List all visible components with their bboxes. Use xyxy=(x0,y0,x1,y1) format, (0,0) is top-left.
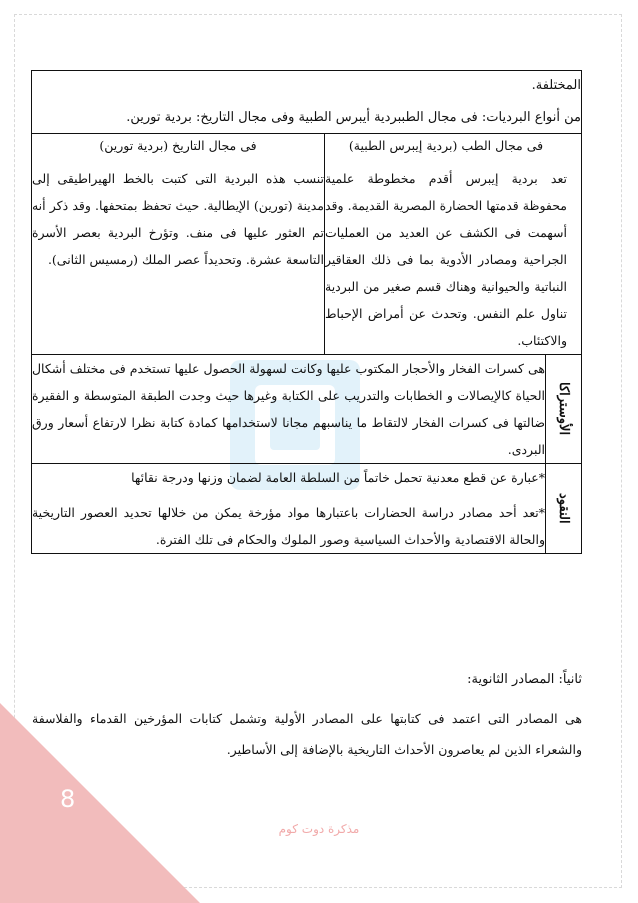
papyrus-medicine-heading: فى مجال الطب (بردية إيبرس الطبية) xyxy=(348,138,544,153)
papyrus-medicine-cell xyxy=(325,134,582,355)
footer-brand: مذكرة دوت كوم xyxy=(278,822,360,836)
intro-row xyxy=(31,71,581,134)
ostraca-label-cell xyxy=(546,355,582,464)
secondary-sources-body: هى المصادر التى اعتمد فى كتابتها على المصادر الأولية وتشمل كتابات المؤرخين القدماء والفلاسفة والشعراء الذين لم يعاصرون الأحداث التاريخية بالإضافة إلى الأساطير. xyxy=(32,711,582,757)
ostraca-text: هى كسرات الفخار والأحجار المكتوب عليها وكانت لسهولة الحصول عليها تستخدم فى مختلف أشكال الحياة كالإيصالات و الخطابات والتدريب على الكتابة وغيرها حيث وجدت الطبقة المتوسطة و الفقيرة ضالتها فى كسرات الفخار لالتقاط ما يناسبهم مجانا لاستخدامها كمادة كتابة نظرا لارتفاع أسعار ورق البردى. xyxy=(31,361,545,457)
secondary-sources-title: ثانياً: المصادر الثانوية: xyxy=(467,672,582,687)
coins-row xyxy=(31,464,581,554)
coins-label-cell xyxy=(546,464,582,554)
page-number: 8 xyxy=(60,785,76,813)
intro-line-1: المختلفة. xyxy=(531,78,581,93)
intro-cell xyxy=(31,71,581,134)
coins-line-1: *عبارة عن قطع معدنية تحمل خاتماً من السلطة العامة لضمان وزنها ودرجة نقائها xyxy=(131,470,545,485)
corner-decoration xyxy=(0,703,200,903)
papyrus-history-text: تنسب هذه البردية التى كتبت بالخط الهيراطيقى إلى مدينة (تورين) الإيطالية. حيث تحفظ بمتحفها. وقد ذكر أنه تم العثور عليها فى منف. وتؤرخ البردية بعصر الأسرة التاسعة عشرة. وتحديداً عصر الملك (رمسيس الثانى). xyxy=(31,171,324,267)
coins-label: النقود xyxy=(556,493,571,524)
coins-line-2: *تعد أحد مصادر دراسة الحضارات باعتبارها مواد مؤرخة يمكن من خلالها تحديد العصور التاريخية والحالة الاقتصادية والأحداث السياسية وصور الملوك والحكام فى تلك الفترة. xyxy=(31,505,545,547)
coins-text-cell xyxy=(31,464,545,554)
papyrus-medicine-text: تعد بردية إيبرس أقدم مخطوطة علمية محفوظة قدمتها الحضارة المصرية القديمة. وقد أسهمت فى الكشف عن العديد من العمليات الجراحية ومصادر الأدوية بما فى ذلك العقاقير النباتية والحيوانية وهناك قسم صغير من البردية تناول علم النفس. وتحدث عن أمراض الإحباط والاكتئاب. xyxy=(325,171,567,348)
papyri-row xyxy=(31,134,581,355)
sources-table xyxy=(31,70,582,554)
ostraca-row xyxy=(31,355,581,464)
ostraca-label: الأوستراكا xyxy=(556,382,571,436)
papyrus-history-cell xyxy=(31,134,324,355)
papyrus-history-heading: فى مجال التاريخ (بردية تورين) xyxy=(99,138,257,153)
papyri-types-line: من أنواع البرديات: فى مجال الطببردية أيبرس الطبية وفى مجال التاريخ: بردية تورين. xyxy=(126,110,581,125)
ostraca-text-cell xyxy=(31,355,545,464)
page-content xyxy=(32,70,582,765)
